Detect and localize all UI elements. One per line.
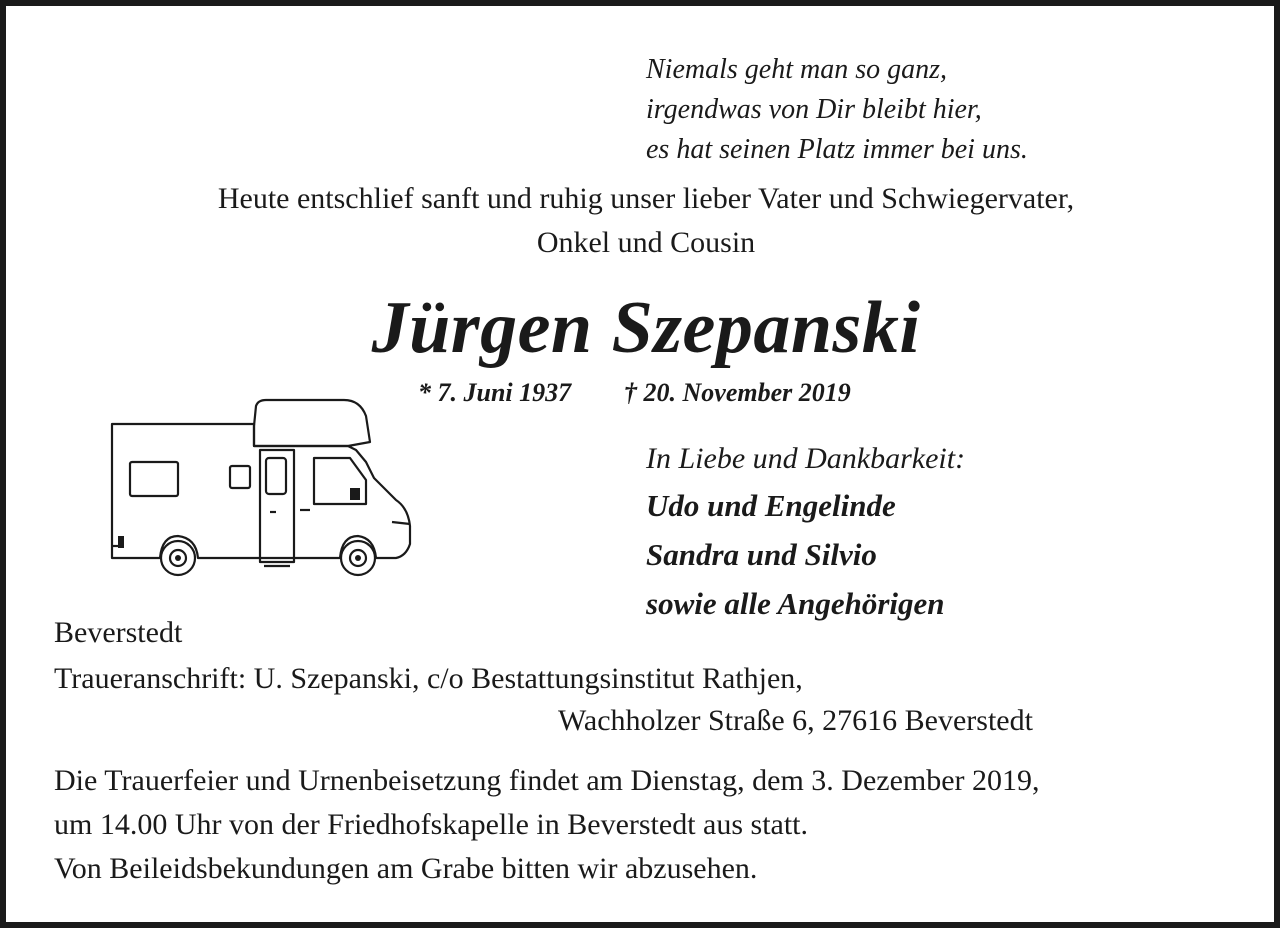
mourner-name: Udo und Engelinde: [646, 488, 896, 523]
mourner-name: sowie alle Angehörigen: [646, 586, 945, 621]
poem: [646, 50, 1028, 170]
ceremony-line: um 14.00 Uhr von der Friedhofskapelle in Beverstedt aus statt.: [54, 808, 809, 841]
poem-line: Niemals geht man so ganz,: [646, 54, 947, 85]
birth-date: * 7. Juni 1937: [418, 378, 572, 407]
poem-line: irgendwas von Dir bleibt hier,: [646, 94, 982, 125]
ceremony-line: Die Trauerfeier und Urnenbeisetzung findet am Dienstag, dem 3. Dezember 2019,: [54, 764, 1040, 797]
motorhome-icon: [104, 396, 424, 586]
mourning-address-line: Wachholzer Straße 6, 27616 Beverstedt: [558, 704, 1033, 737]
place: Beverstedt: [54, 616, 183, 649]
mourners-lead: In Liebe und Dankbarkeit:: [646, 442, 966, 475]
poem-line: es hat seinen Platz immer bei uns.: [646, 134, 1028, 165]
mourning-address-line: Traueranschrift: U. Szepanski, c/o Bestattungsinstitut Rathjen,: [54, 662, 803, 695]
ceremony-line: Von Beileidsbekundungen am Grabe bitten wir abzusehen.: [54, 852, 758, 885]
mourner-name: Sandra und Silvio: [646, 537, 877, 572]
death-date: † 20. November 2019: [624, 378, 851, 407]
deceased-name: Jürgen Szepanski: [371, 287, 921, 369]
intro-line: Heute entschlief sanft und ruhig unser lieber Vater und Schwiegervater,: [217, 182, 1075, 215]
intro-line: Onkel und Cousin: [536, 226, 756, 259]
